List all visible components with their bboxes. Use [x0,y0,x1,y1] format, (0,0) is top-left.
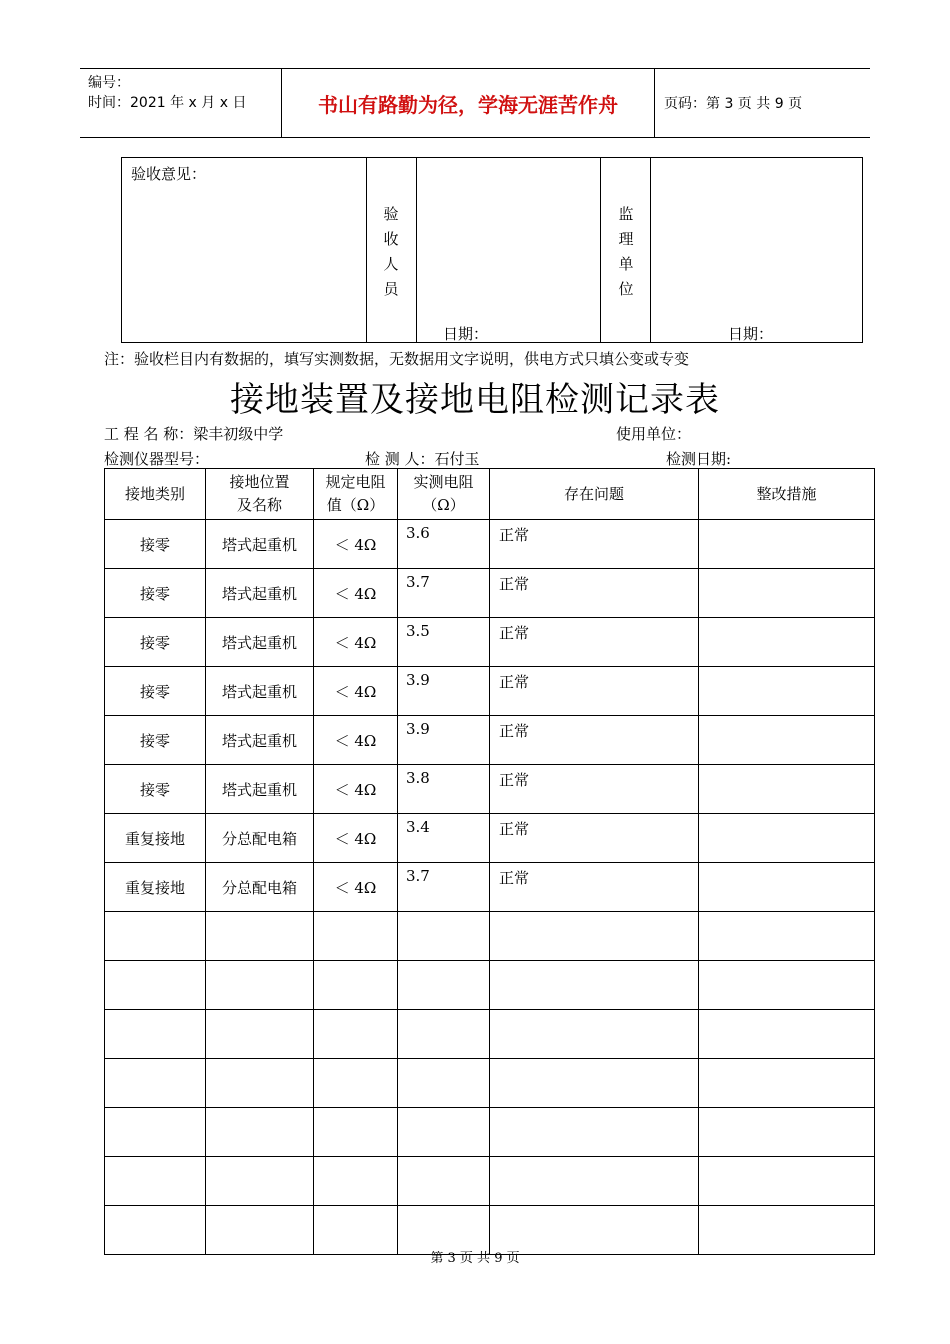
standard-cell: ＜ 4Ω [314,765,398,814]
standard-cell [314,1059,398,1108]
category-cell: 接零 [105,569,206,618]
category-cell: 接零 [105,716,206,765]
page-footer: 第 3 页 共 9 页 [430,1251,520,1266]
fix-cell [699,1108,875,1157]
header-measured: 实测电阻 （Ω） [398,469,490,520]
fix-cell [699,618,875,667]
header-motto: 书山有路勤为径，学海无涯苦作舟 [282,69,655,137]
problem-cell: 正常 [490,569,699,618]
standard-cell [314,1010,398,1059]
standard-cell: ＜ 4Ω [314,569,398,618]
category-cell [105,961,206,1010]
header-meta [80,69,282,137]
measured-cell: 3.7 [398,863,490,912]
table-row [105,520,875,569]
header-location: 接地位置 及名称 [206,469,314,520]
measured-cell: 3.7 [398,569,490,618]
measured-cell [398,912,490,961]
table-row [105,667,875,716]
problem-cell [490,1157,699,1206]
standard-cell: ＜ 4Ω [314,716,398,765]
measured-cell [398,961,490,1010]
header-fix: 整改措施 [699,469,875,520]
problem-cell [490,1059,699,1108]
measured-cell: 3.5 [398,618,490,667]
category-cell [105,1157,206,1206]
problem-cell: 正常 [490,814,699,863]
category-cell: 重复接地 [105,814,206,863]
location-cell [206,1059,314,1108]
project-name: 工 程 名 称：梁丰初级中学 [104,425,284,443]
header-page-info: 页码：第 3 页 共 9 页 [664,96,803,112]
fix-cell [699,569,875,618]
standard-cell: ＜ 4Ω [314,814,398,863]
location-cell: 分总配电箱 [206,814,314,863]
standard-cell: ＜ 4Ω [314,618,398,667]
category-cell [105,1059,206,1108]
divider [366,158,367,342]
standard-cell: ＜ 4Ω [314,520,398,569]
standard-cell [314,1108,398,1157]
divider [600,158,601,342]
category-cell [105,912,206,961]
measured-cell: 3.6 [398,520,490,569]
problem-cell [490,961,699,1010]
problem-cell [490,1010,699,1059]
location-cell: 塔式起重机 [206,618,314,667]
page-title: 接地装置及接地电阻检测记录表 [230,380,720,420]
fix-cell [699,1157,875,1206]
problem-cell: 正常 [490,618,699,667]
location-cell [206,961,314,1010]
fix-cell [699,520,875,569]
supervisor-date-label: 日期： [728,325,774,343]
fix-cell [699,961,875,1010]
inspection-date: 检测日期: [666,450,732,468]
problem-cell: 正常 [490,863,699,912]
table-row [105,1157,875,1206]
table-row [105,863,875,912]
measured-cell [398,1010,490,1059]
category-cell: 重复接地 [105,863,206,912]
location-cell [206,1157,314,1206]
time-label: 时间：2021 年 x 月 x 日 [88,95,247,111]
table-row [105,912,875,961]
standard-cell [314,1157,398,1206]
location-cell: 塔式起重机 [206,716,314,765]
standard-cell: ＜ 4Ω [314,667,398,716]
acceptor-label: 验 收 人 员 [383,205,399,298]
header-standard: 规定电阻 值（Ω） [314,469,398,520]
category-cell: 接零 [105,618,206,667]
table-row [105,569,875,618]
table-row [105,716,875,765]
page-header [80,68,870,138]
table-row [105,1059,875,1108]
acceptor-date-label: 日期： [443,325,489,343]
measured-cell [398,1157,490,1206]
table-row [105,1108,875,1157]
measured-cell: 3.9 [398,667,490,716]
fix-cell [699,1010,875,1059]
table-row [105,765,875,814]
fix-cell [699,667,875,716]
measured-cell [398,1108,490,1157]
problem-cell: 正常 [490,520,699,569]
header-category: 接地类别 [105,469,206,520]
table-row [105,961,875,1010]
fix-cell [699,1059,875,1108]
problem-cell [490,1108,699,1157]
location-cell [206,1010,314,1059]
category-cell [105,1010,206,1059]
note-text: 注：验收栏目内有数据的，填写实测数据，无数据用文字说明，供电方式只填公变或专变 [104,350,690,368]
number-label: 编号： [88,75,130,91]
fix-cell [699,863,875,912]
standard-cell [314,912,398,961]
problem-cell: 正常 [490,716,699,765]
instrument-model: 检测仪器型号： [104,450,210,468]
location-cell: 塔式起重机 [206,569,314,618]
category-cell [105,1108,206,1157]
problem-cell: 正常 [490,765,699,814]
location-cell: 塔式起重机 [206,765,314,814]
measured-cell: 3.9 [398,716,490,765]
measured-cell: 3.4 [398,814,490,863]
table-header-row [105,469,875,520]
table-row [105,618,875,667]
location-cell: 塔式起重机 [206,667,314,716]
divider [650,158,651,342]
location-cell: 分总配电箱 [206,863,314,912]
user-unit: 使用单位： [616,425,692,443]
category-cell: 接零 [105,765,206,814]
category-cell: 接零 [105,520,206,569]
category-cell: 接零 [105,667,206,716]
standard-cell [314,961,398,1010]
location-cell: 塔式起重机 [206,520,314,569]
supervisor-label: 监 理 单 位 [618,205,634,298]
fix-cell [699,765,875,814]
location-cell [206,1108,314,1157]
acceptance-box [121,157,863,343]
standard-cell: ＜ 4Ω [314,863,398,912]
problem-cell [490,912,699,961]
measured-cell [398,1059,490,1108]
inspector: 检 测 人：石付玉 [365,450,480,468]
divider [416,158,417,342]
grounding-record-table [104,468,875,1255]
table-row [105,1010,875,1059]
acceptance-opinion-label: 验收意见： [131,165,207,183]
measured-cell: 3.8 [398,765,490,814]
fix-cell [699,814,875,863]
fix-cell [699,716,875,765]
header-problem: 存在问题 [490,469,699,520]
table-row [105,814,875,863]
problem-cell: 正常 [490,667,699,716]
location-cell [206,912,314,961]
fix-cell [699,912,875,961]
